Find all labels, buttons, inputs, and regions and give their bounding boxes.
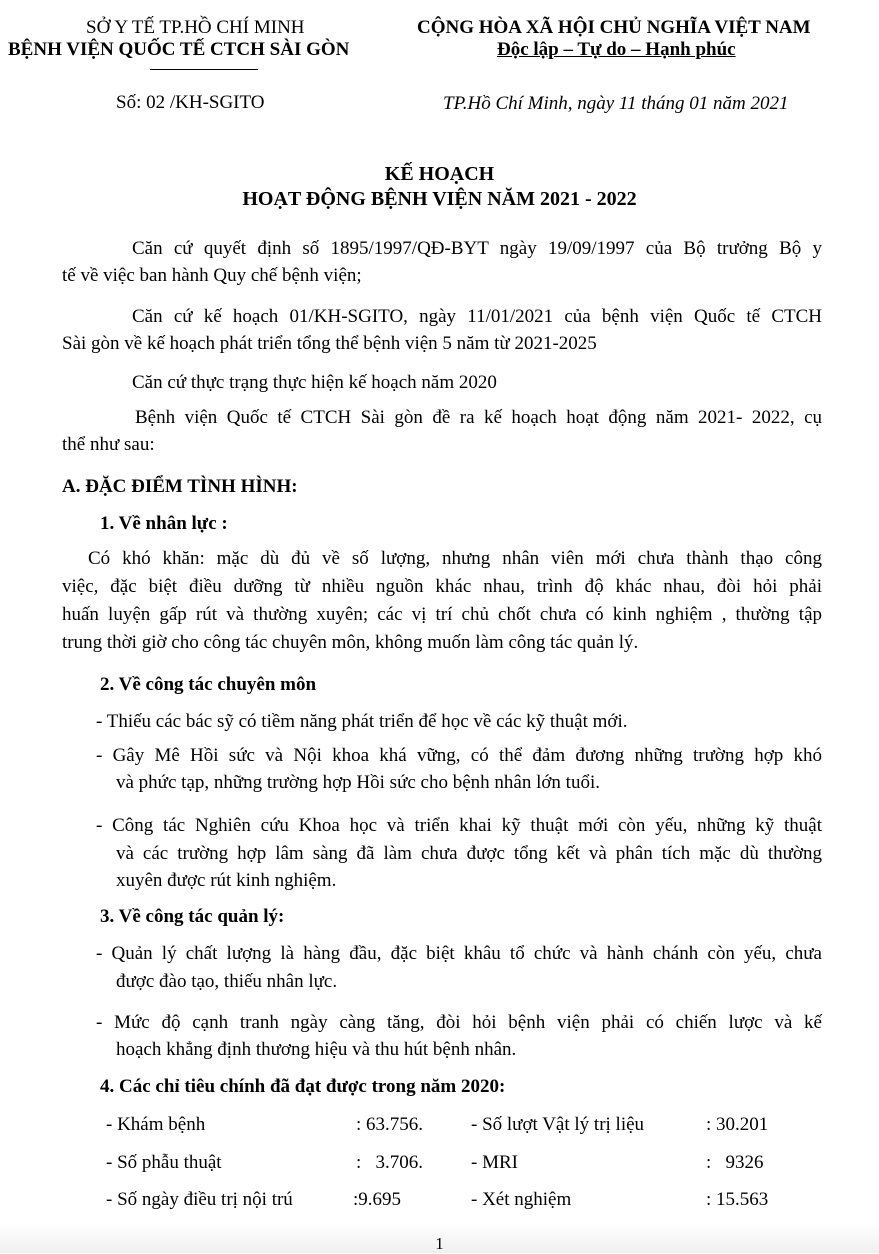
stat-right-label: - Xét nghiệm	[471, 1189, 572, 1210]
doc-title: KẾ HOẠCH	[384, 163, 495, 185]
hospital-name-underline	[150, 69, 258, 70]
stat-left-value: :9.695	[353, 1189, 402, 1210]
preamble-p2-line1: Căn cứ kế hoạch 01/KH-SGITO, ngày 11/01/2021 của bệnh viện Quốc tế CTCH	[132, 306, 822, 327]
s2-bullet3-line2: và các trường hợp lâm sàng đã làm chưa được tổng kết và phân tích mặc dù thường	[116, 843, 822, 864]
s1-line3: huấn luyện gấp rút và thường xuyên; các vị trí chủ chốt chưa có kinh nghiệm , thường tập	[62, 604, 822, 625]
preamble-p4-line2: thể như sau:	[62, 434, 155, 455]
s1-heading: 1. Về nhân lực :	[100, 513, 228, 534]
s2-bullet2-line1: - Gây Mê Hồi sức và Nội khoa khá vững, có thể đảm đương những trường hợp khó	[96, 745, 822, 766]
stat-left-label: - Khám bệnh	[106, 1114, 206, 1135]
s2-bullet3-line3: xuyên được rút kinh nghiệm.	[116, 870, 337, 891]
s2-bullet1: - Thiếu các bác sỹ có tiềm năng phát triển để học về các kỹ thuật mới.	[96, 711, 628, 732]
s2-heading: 2. Về công tác chuyên môn	[100, 674, 317, 695]
s2-bullet3-line1: - Công tác Nghiên cứu Khoa học và triển khai kỹ thuật mới còn yếu, những kỹ thuật	[96, 815, 822, 836]
s2-bullet2-line2: và phức tạp, những trường hợp Hồi sức cho bệnh nhân lớn tuổi.	[116, 772, 600, 793]
section-a-heading: A. ĐẶC ĐIỂM TÌNH HÌNH:	[62, 476, 298, 497]
country-name: CỘNG HÒA XÃ HỘI CHỦ NGHĨA VIỆT NAM	[417, 17, 811, 38]
s1-line2: việc, đặc biệt điều dưỡng từ nhiều nguồn khác nhau, trình độ khác nhau, đòi hỏi phải	[62, 576, 822, 597]
stat-left-value: : 63.756.	[356, 1114, 424, 1135]
preamble-p4-line1: Bệnh viện Quốc tế CTCH Sài gòn đề ra kế hoạch hoạt động năm 2021- 2022, cụ	[135, 407, 822, 428]
date-place: TP.Hồ Chí Minh, ngày 11 tháng 01 năm 2021	[443, 93, 789, 114]
stat-left-value: : 3.706.	[356, 1152, 424, 1173]
preamble-p1-line2: tế về việc ban hành Quy chế bệnh viện;	[62, 265, 362, 286]
s3-heading: 3. Về công tác quản lý:	[100, 906, 285, 927]
page-number: 1	[435, 1234, 444, 1253]
stat-right-value: : 30.201	[706, 1114, 769, 1135]
motto: Độc lập – Tự do – Hạnh phúc	[497, 39, 736, 60]
stat-left-label: - Số ngày điều trị nội trú	[106, 1189, 293, 1210]
stat-right-label: - Số lượt Vật lý trị liệu	[471, 1114, 645, 1135]
preamble-p1-line1: Căn cứ quyết định số 1895/1997/QĐ-BYT ngày 19/09/1997 của Bộ trưởng Bộ y	[132, 238, 822, 259]
ministry-name: SỞ Y TẾ TP.HỒ CHÍ MINH	[86, 17, 305, 38]
stat-right-value: : 9326	[706, 1152, 764, 1173]
s3-bullet1-line1: - Quản lý chất lượng là hàng đầu, đặc biệt khâu tổ chức và hành chánh còn yếu, chưa	[96, 943, 822, 964]
s3-bullet2-line2: hoạch khẳng định thương hiệu và thu hút bệnh nhân.	[116, 1039, 517, 1060]
stat-right-value: : 15.563	[706, 1189, 769, 1210]
preamble-p2-line2: Sài gòn về kế hoạch phát triển tổng thể bệnh viện 5 năm từ 2021-2025	[62, 333, 597, 354]
stat-right-label: - MRI	[471, 1152, 518, 1173]
doc-subtitle: HOẠT ĐỘNG BỆNH VIỆN NĂM 2021 - 2022	[242, 188, 637, 210]
preamble-p3: Căn cứ thực trạng thực hiện kế hoạch năm 2020	[132, 372, 497, 393]
s4-heading: 4. Các chỉ tiêu chính đã đạt được trong năm 2020:	[100, 1076, 506, 1097]
s1-line1: Có khó khăn: mặc dù đủ về số lượng, nhưng nhân viên mới chưa thành thạo công	[88, 548, 822, 569]
document-number: Số: 02 /KH-SGITO	[116, 92, 265, 113]
s1-line4: trung thời giờ cho công tác chuyên môn, không muốn làm công tác quản lý.	[62, 632, 639, 653]
stat-left-label: - Số phẫu thuật	[106, 1152, 222, 1173]
s3-bullet1-line2: được đào tạo, thiếu nhân lực.	[116, 971, 338, 992]
s3-bullet2-line1: - Mức độ cạnh tranh ngày càng tăng, đòi hỏi bệnh viện phải có chiến lược và kế	[96, 1012, 822, 1033]
hospital-name: BỆNH VIỆN QUỐC TẾ CTCH SÀI GÒN	[8, 39, 350, 60]
